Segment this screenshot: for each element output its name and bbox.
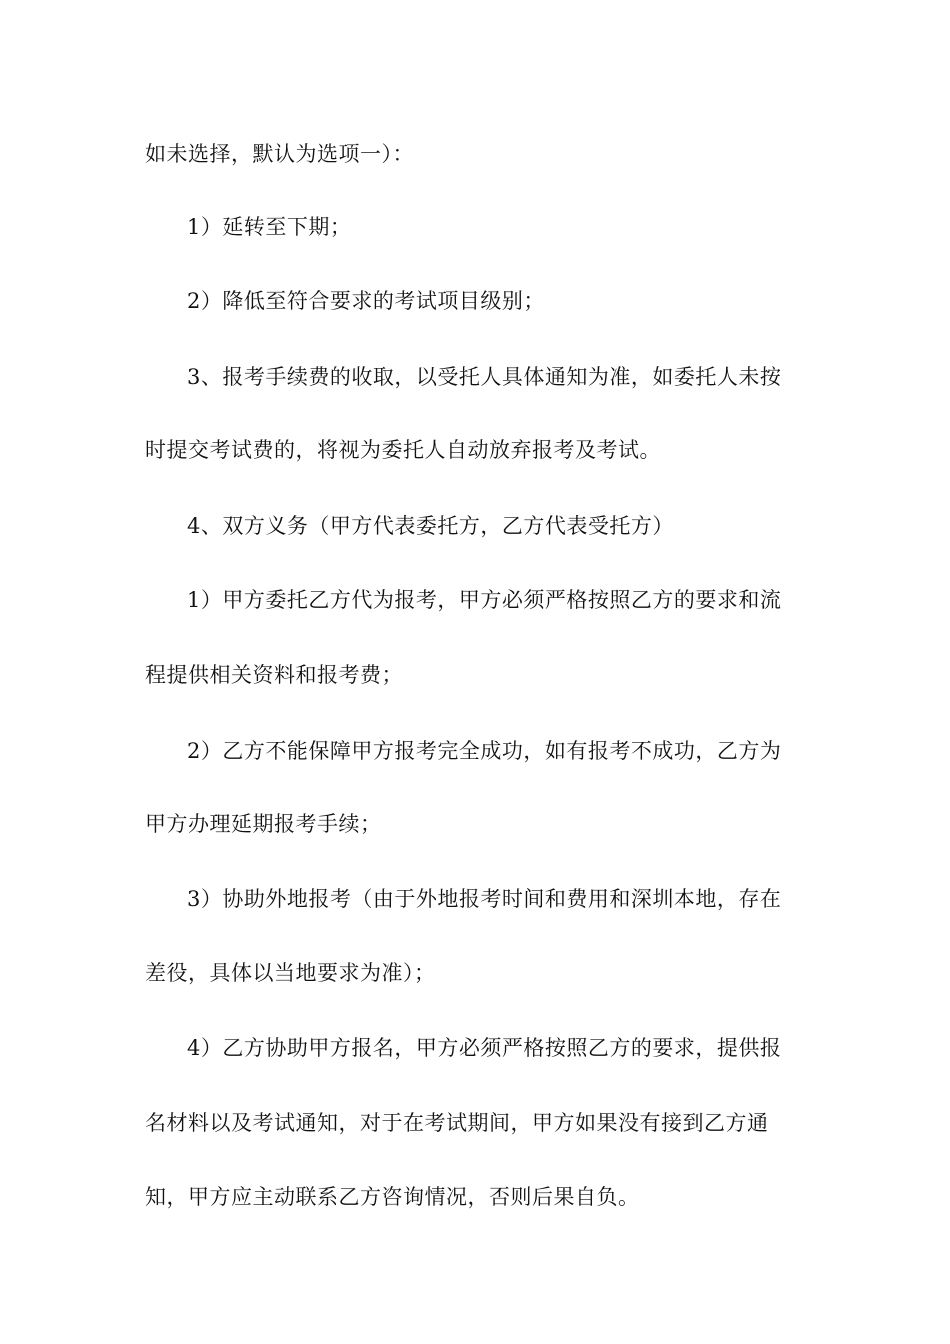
text-line: 如未选择，默认为选项一）： [145,142,414,166]
text-line: 3、报考手续费的收取，以受托人具体通知为准，如委托人未按 [187,365,782,389]
text-line: 名材料以及考试通知，对于在考试期间，甲方如果没有接到乙方通 [145,1111,769,1135]
text-line: 2）乙方不能保障甲方报考完全成功，如有报考不成功，乙方为 [187,739,782,763]
text-line: 4、双方义务（甲方代表委托方，乙方代表受托方） [187,514,674,538]
text-line: 2）降低至符合要求的考试项目级别； [187,289,545,313]
text-line: 3）协助外地报考（由于外地报考时间和费用和深圳本地，存在 [187,887,782,911]
text-line: 1）延转至下期； [187,215,352,239]
text-line: 知，甲方应主动联系乙方咨询情况，否则后果自负。 [145,1185,640,1209]
text-line: 1）甲方委托乙方代为报考，甲方必须严格按照乙方的要求和流 [187,588,782,612]
text-line: 时提交考试费的，将视为委托人自动放弃报考及考试。 [145,438,661,462]
text-line: 差役，具体以当地要求为准）； [145,961,436,985]
text-line: 甲方办理延期报考手续； [145,812,382,836]
text-line: 程提供相关资料和报考费； [145,663,403,687]
text-line: 4）乙方协助甲方报名，甲方必须严格按照乙方的要求，提供报 [187,1036,782,1060]
